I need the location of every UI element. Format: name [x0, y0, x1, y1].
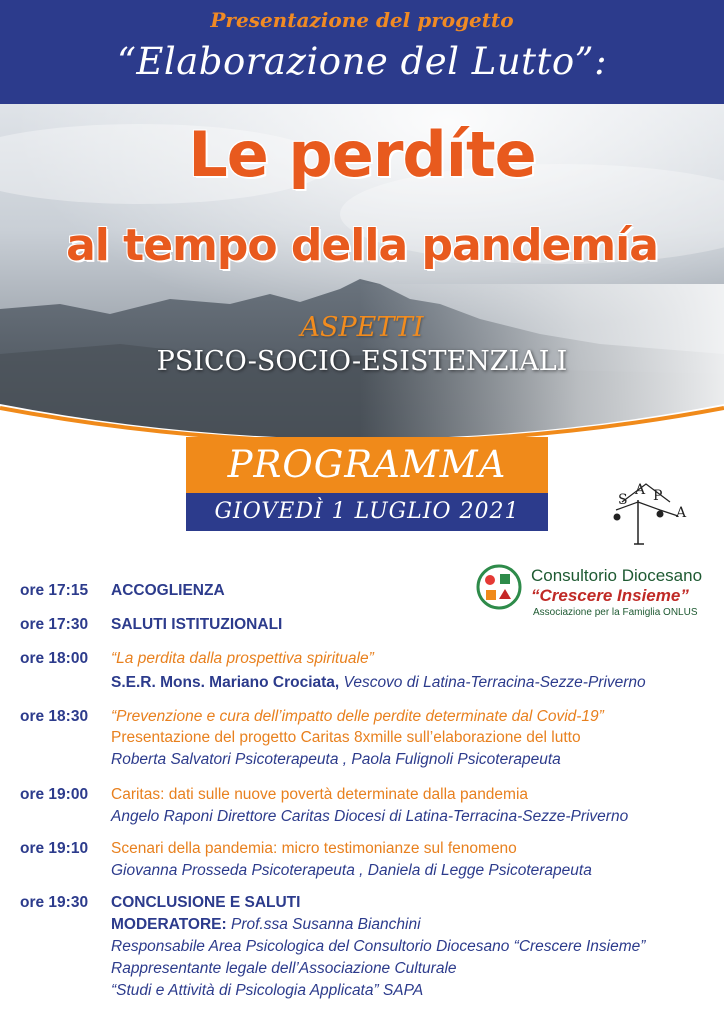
svg-text:S: S [618, 492, 628, 508]
psico-label: PSICO-SOCIO-ESISTENZIALI [156, 346, 568, 377]
aspetti-label: ASPETTI [300, 312, 424, 343]
schedule-title: “Prevenzione e cura dell’impatto delle perdite determinate dal Covid-19” [111, 708, 604, 725]
date-box: GIOVEDÌ 1 LUGLIO 2021 [186, 493, 548, 531]
main-title-line2: al tempo della pandemía [66, 220, 658, 271]
header-band [0, 0, 724, 104]
schedule-speaker: S.E.R. Mons. Mariano Crociata, Vescovo di Latina-Terracina-Sezze-Priverno [111, 674, 646, 691]
schedule-note: Rappresentante legale dell’Associazione Culturale [111, 960, 457, 977]
schedule-subtitle: Presentazione del progetto Caritas 8xmille sull’elaborazione del lutto [111, 729, 581, 746]
schedule-title: SALUTI ISTITUZIONALI [111, 616, 283, 633]
main-title-line1: Le perdíte [188, 118, 536, 191]
schedule-speaker: Roberta Salvatori Psicoterapeuta , Paola Fulignoli Psicoterapeuta [111, 751, 561, 768]
consultorio-subtitle: “Crescere Insieme” [531, 586, 689, 605]
consultorio-association: Associazione per la Famiglia ONLUS [533, 607, 698, 618]
schedule-speaker: Giovanna Prosseda Psicoterapeuta , Daniela di Legge Psicoterapeuta [111, 862, 592, 879]
schedule-title: Caritas: dati sulle nuove povertà determinate dalla pandemia [111, 786, 529, 803]
header-title: “Elaborazione del Lutto”: [116, 40, 608, 83]
schedule-time: ore 18:30 [20, 708, 89, 725]
svg-text:A: A [676, 505, 687, 521]
header-subtitle: Presentazione del progetto [210, 8, 514, 32]
svg-text:P: P [653, 488, 663, 504]
schedule-time: ore 19:30 [20, 894, 89, 911]
schedule-time: ore 18:00 [20, 650, 89, 667]
sapa-logo [608, 482, 698, 552]
schedule-speaker: Angelo Raponi Direttore Caritas Diocesi di Latina-Terracina-Sezze-Priverno [111, 808, 629, 825]
schedule-moderator: MODERATORE: Prof.ssa Susanna Bianchini [111, 916, 421, 933]
consultorio-logo-icon [476, 564, 522, 610]
schedule-time: ore 17:15 [20, 582, 89, 599]
programma-box: PROGRAMMA [186, 437, 548, 493]
schedule-time: ore 19:00 [20, 786, 89, 803]
schedule-note: Responsabile Area Psicologica del Consultorio Diocesano “Crescere Insieme” [111, 938, 646, 955]
schedule-title: ACCOGLIENZA [111, 582, 225, 599]
schedule-title: “La perdita dalla prospettiva spirituale” [111, 650, 374, 667]
schedule-note: “Studi e Attività di Psicologia Applicata” SAPA [111, 982, 424, 999]
schedule-title: CONCLUSIONE E SALUTI [111, 894, 301, 911]
svg-text:A: A [635, 482, 646, 498]
hero-banner [0, 104, 724, 464]
schedule-time: ore 19:10 [20, 840, 89, 857]
consultorio-name: Consultorio Diocesano [531, 566, 703, 585]
schedule-time: ore 17:30 [20, 616, 89, 633]
schedule-title: Scenari della pandemia: micro testimonianze sul fenomeno [111, 840, 517, 857]
